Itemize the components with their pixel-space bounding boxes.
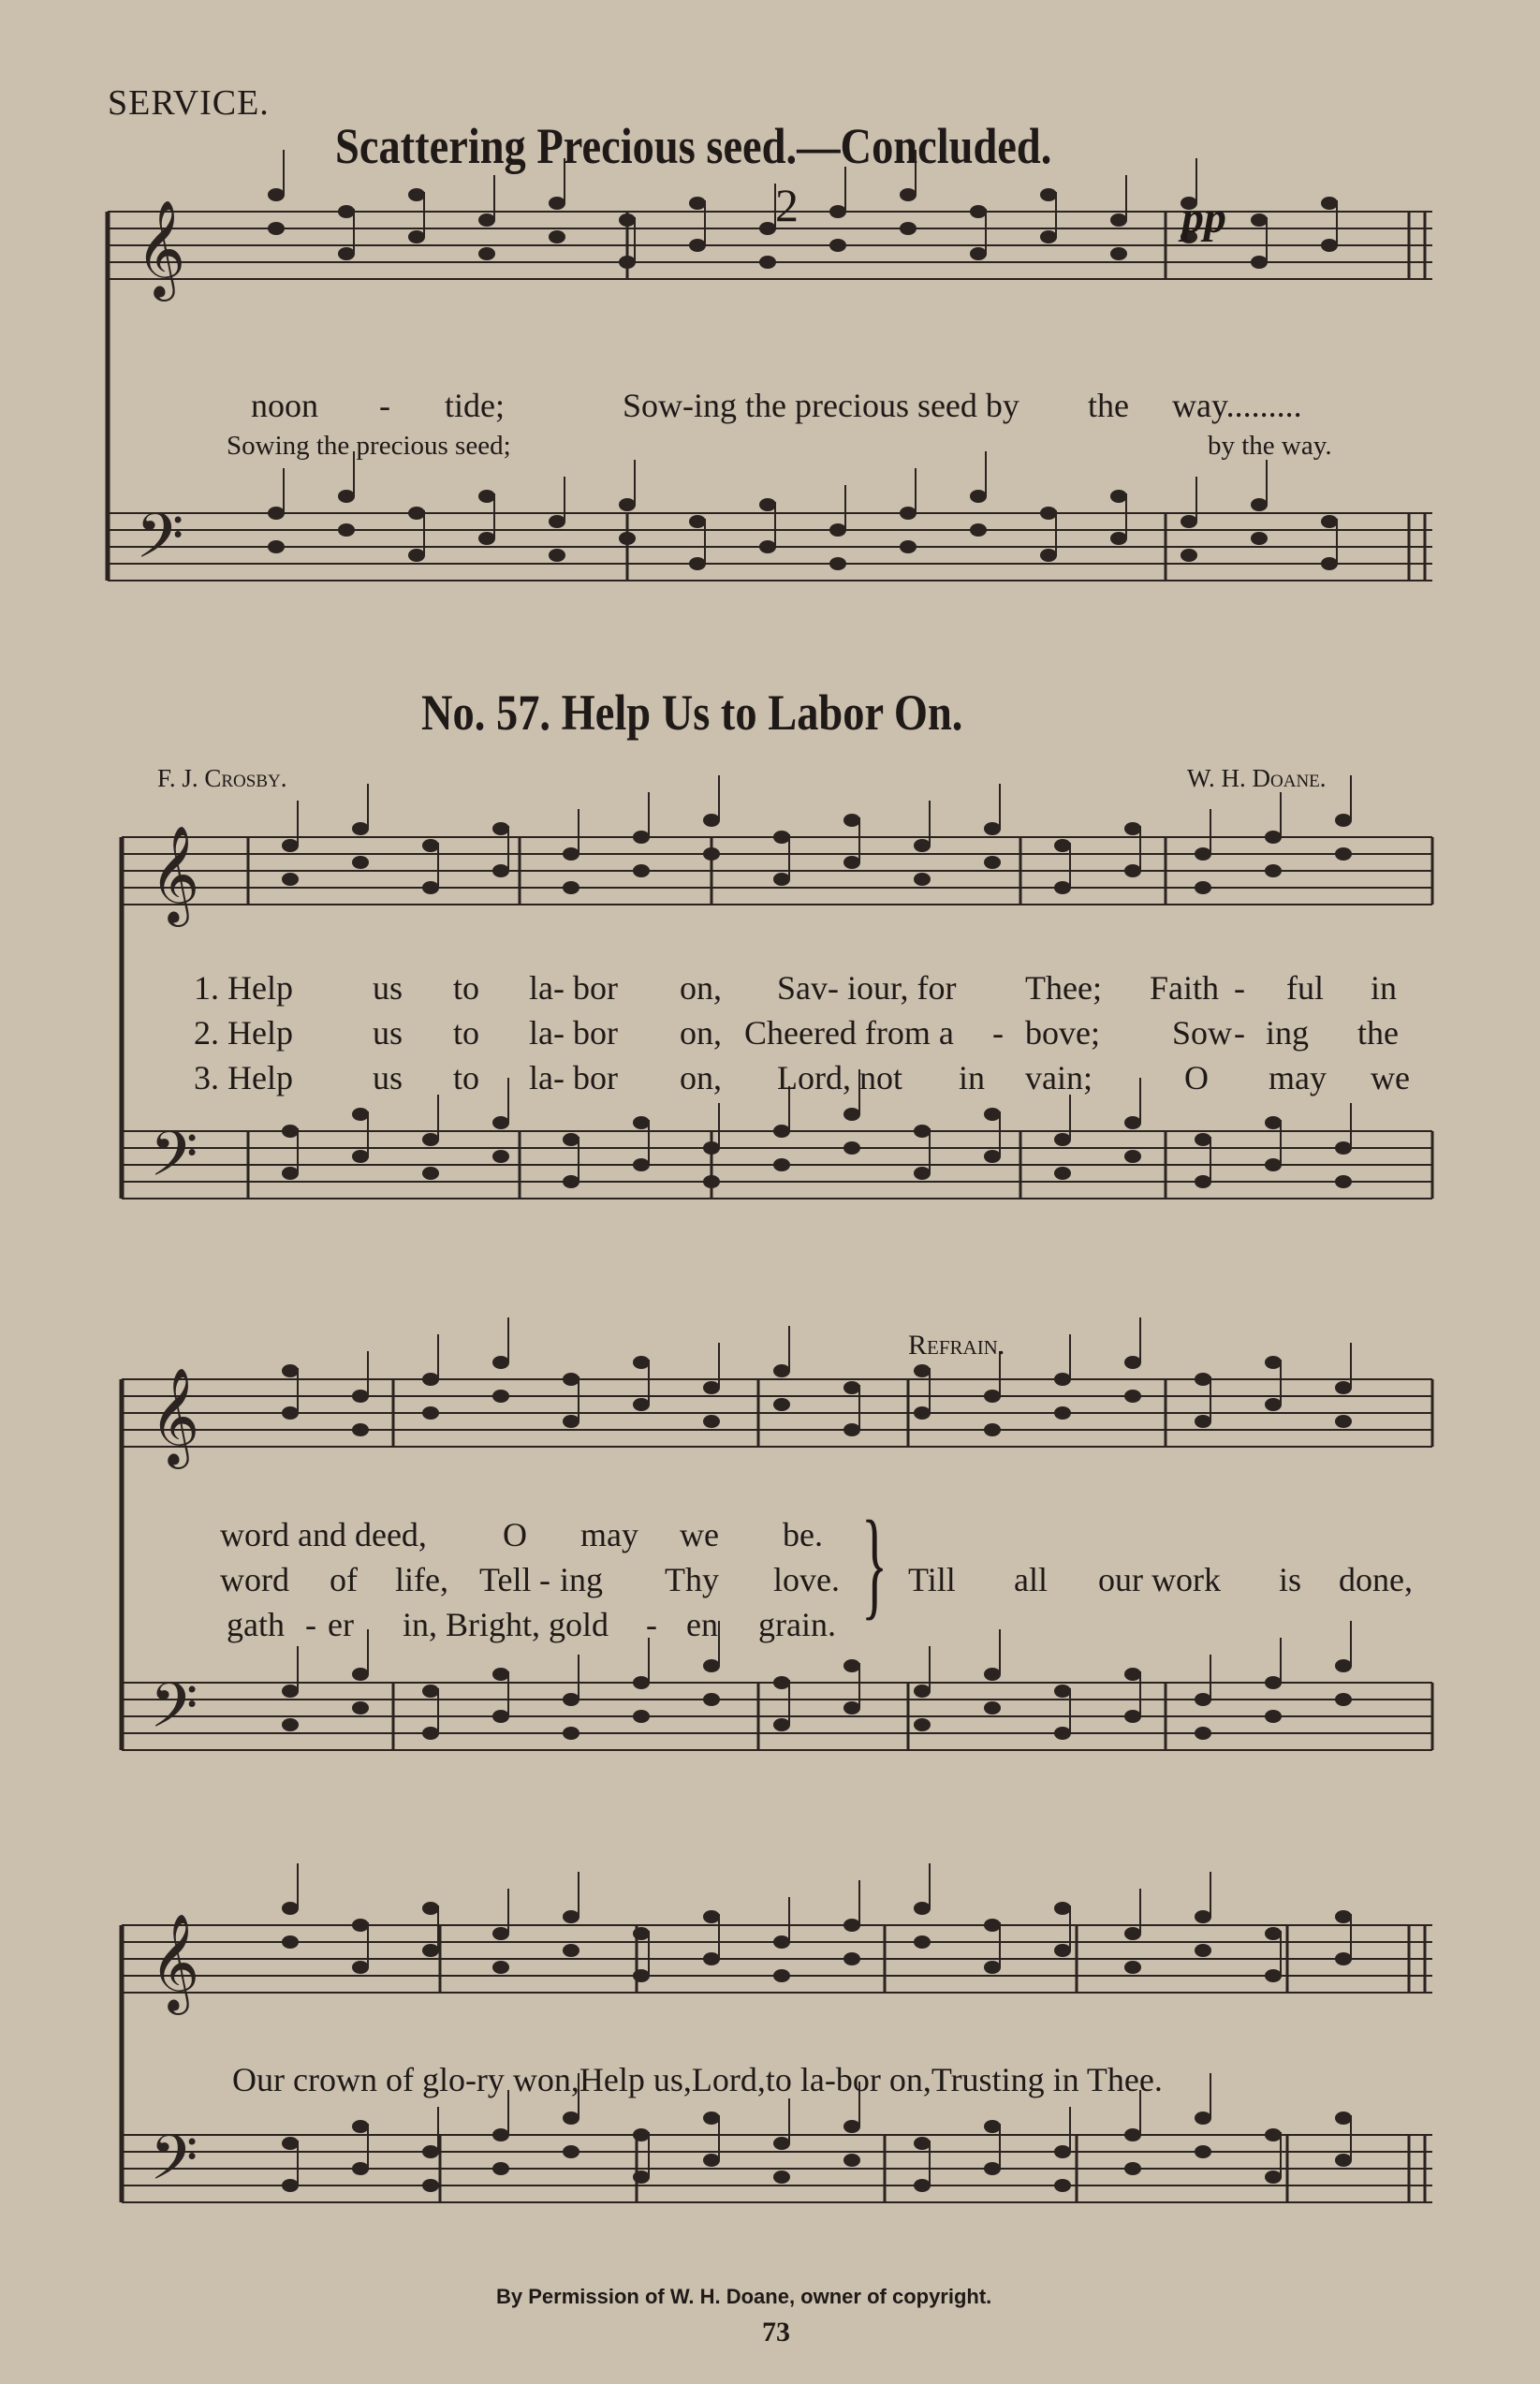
bass-notehead <box>352 2162 369 2175</box>
lyric: Sow-ing the precious seed by <box>623 387 1019 424</box>
treble-notehead <box>633 1969 650 1982</box>
treble-notehead <box>352 822 369 835</box>
bass-notehead <box>914 2137 931 2150</box>
bass-notehead <box>984 1150 1001 1163</box>
bass-notehead <box>703 1141 720 1155</box>
treble-clef-icon: 𝄞 <box>150 825 200 923</box>
treble-notehead <box>633 831 650 844</box>
treble-notehead <box>829 239 846 252</box>
words-credit: F. J. Crosby. <box>157 764 287 792</box>
music-credit: W. H. Doane. <box>1187 764 1327 792</box>
treble-notehead <box>1124 1961 1141 1974</box>
bass-notehead <box>829 557 846 570</box>
treble-notehead <box>282 873 299 886</box>
lyric: way......... <box>1172 387 1302 424</box>
treble-notehead <box>563 1944 579 1957</box>
bass-notehead <box>633 2171 650 2184</box>
bass-notehead <box>1265 2171 1282 2184</box>
bass-notehead <box>1124 1150 1141 1163</box>
treble-notehead <box>1321 239 1338 252</box>
bass-notehead <box>619 498 636 511</box>
bass-notehead <box>914 1125 931 1138</box>
bass-notehead <box>914 1718 931 1731</box>
bass-notehead <box>1321 557 1338 570</box>
bass-notehead <box>492 2162 509 2175</box>
bass-notehead <box>352 2120 369 2133</box>
treble-notehead <box>282 839 299 852</box>
bass-notehead <box>352 1150 369 1163</box>
bass-notehead <box>970 523 987 537</box>
bass-notehead <box>843 1141 860 1155</box>
bass-notehead <box>984 1701 1001 1714</box>
treble-notehead <box>829 205 846 218</box>
bass-notehead <box>563 1693 579 1706</box>
treble-notehead <box>1054 1944 1071 1957</box>
copyright-permission: By Permission of W. H. Doane, owner of copyright. <box>496 2285 992 2308</box>
treble-notehead <box>703 1415 720 1428</box>
treble-clef-icon: 𝄞 <box>136 199 186 298</box>
bass-clef-icon: 𝄢 <box>150 1118 198 1205</box>
treble-notehead <box>1265 1398 1282 1411</box>
treble-notehead <box>1110 247 1127 260</box>
bass-notehead <box>492 1710 509 1723</box>
bass-notehead <box>563 1175 579 1188</box>
bass-notehead <box>914 1685 931 1698</box>
treble-notehead <box>422 1902 439 1915</box>
bass-notehead <box>843 2120 860 2133</box>
bass-notehead <box>422 2145 439 2158</box>
treble-notehead <box>1195 1373 1211 1386</box>
bass-notehead <box>1054 2179 1071 2192</box>
bass-notehead <box>352 1668 369 1681</box>
bass-notehead <box>914 2179 931 2192</box>
treble-notehead <box>1124 864 1141 877</box>
treble-notehead <box>1124 1356 1141 1369</box>
refrain-lyric-line-2: Our crown of glo-ry won,Help us,Lord,to la-bor on,Trusting in Thee. <box>232 2061 1163 2098</box>
bass-notehead <box>843 1701 860 1714</box>
bass-notehead <box>422 1727 439 1740</box>
treble-notehead <box>563 1910 579 1923</box>
bass-notehead <box>1110 490 1127 503</box>
bass-notehead <box>549 549 565 562</box>
bass-notehead <box>422 1133 439 1146</box>
bass-notehead <box>478 532 495 545</box>
treble-notehead <box>633 864 650 877</box>
treble-notehead <box>352 1919 369 1932</box>
bass-notehead <box>282 2179 299 2192</box>
bass-notehead <box>703 2112 720 2125</box>
treble-notehead <box>492 822 509 835</box>
bass-notehead <box>773 2137 790 2150</box>
treble-notehead <box>1265 831 1282 844</box>
bass-notehead <box>1335 1659 1352 1672</box>
treble-clef-icon: 𝄞 <box>150 1367 200 1465</box>
bass-notehead <box>1195 1693 1211 1706</box>
treble-notehead <box>282 1935 299 1949</box>
treble-notehead <box>759 222 776 235</box>
bass-notehead <box>1335 2112 1352 2125</box>
treble-notehead <box>843 814 860 827</box>
bass-notehead <box>633 1676 650 1689</box>
running-head: SERVICE. <box>108 83 270 123</box>
bass-notehead <box>633 1158 650 1171</box>
treble-notehead <box>773 831 790 844</box>
bass-notehead <box>1251 498 1268 511</box>
treble-notehead <box>1054 1406 1071 1420</box>
treble-notehead <box>619 213 636 227</box>
bass-notehead <box>1195 1175 1211 1188</box>
treble-notehead <box>633 1398 650 1411</box>
treble-notehead <box>478 213 495 227</box>
treble-notehead <box>549 230 565 243</box>
bass-notehead <box>563 2112 579 2125</box>
treble-notehead <box>984 822 1001 835</box>
treble-notehead <box>1251 256 1268 269</box>
bass-notehead <box>1054 1685 1071 1698</box>
treble-notehead <box>619 256 636 269</box>
bass-notehead <box>1124 1710 1141 1723</box>
treble-notehead <box>1124 1927 1141 1940</box>
treble-notehead <box>282 1406 299 1420</box>
bass-notehead <box>984 2120 1001 2133</box>
treble-notehead <box>914 839 931 852</box>
bass-notehead <box>1265 1710 1282 1723</box>
bass-notehead <box>703 1693 720 1706</box>
bass-notehead <box>619 532 636 545</box>
bass-notehead <box>492 1668 509 1681</box>
treble-notehead <box>1054 1902 1071 1915</box>
treble-notehead <box>1335 1415 1352 1428</box>
treble-notehead <box>759 256 776 269</box>
bass-notehead <box>1124 2128 1141 2141</box>
bass-notehead <box>1265 1116 1282 1129</box>
treble-notehead <box>352 1390 369 1403</box>
bass-notehead <box>703 1659 720 1672</box>
treble-notehead <box>843 1919 860 1932</box>
treble-notehead <box>970 247 987 260</box>
bass-notehead <box>282 1685 299 1698</box>
treble-notehead <box>352 856 369 869</box>
treble-notehead <box>1321 197 1338 210</box>
bass-notehead <box>478 490 495 503</box>
bass-notehead <box>1181 515 1197 528</box>
bass-notehead <box>984 1108 1001 1121</box>
treble-notehead <box>1335 1381 1352 1394</box>
bass-notehead <box>1181 549 1197 562</box>
bass-notehead <box>1054 1727 1071 1740</box>
treble-notehead <box>914 1935 931 1949</box>
treble-notehead <box>633 1927 650 1940</box>
bass-notehead <box>1195 2112 1211 2125</box>
treble-notehead <box>268 222 285 235</box>
treble-notehead <box>984 1961 1001 1974</box>
treble-notehead <box>282 1902 299 1915</box>
treble-notehead <box>1251 213 1268 227</box>
bass-notehead <box>563 1727 579 1740</box>
bass-notehead <box>422 2179 439 2192</box>
hymnal-page: 𝄞 𝄢 𝄞 𝄢 𝄞 𝄢 𝄞 𝄢 SERVICE. Scattering Precious seed.—Concluded. 2 pp noon - tide; Sow-ing the precious seed by the way......... Sowing the precious seed; by the way. No. 57. Help Us to Labor On. F. J. Crosby. W. H. Doane. 1. Help us to la- bor on, Sav- iour, for Thee; Faith - ful in 2. Help us to la- bor on, Cheered from a - bove; Sow - ing the 3. Help us to la- bor on, Lord, not in vain; O may we word and deed, O may we be. word of life, Tell - ing Thy love. gath - er in, Bright, gold - en grain. } Refrain. Till all our work is done, Our crown of glo-ry won,Help us,Lord,to la-bor on,Trusting in Thee. By Permission of W. H. Doane, owner of copyright. 73 <box>0 0 1540 2384</box>
bass-notehead <box>633 2128 650 2141</box>
bass-notehead <box>1195 1133 1211 1146</box>
bass-notehead <box>829 523 846 537</box>
bass-notehead <box>1124 1668 1141 1681</box>
treble-notehead <box>1124 1390 1141 1403</box>
treble-clef-icon: 𝄞 <box>150 1913 200 2011</box>
bass-notehead <box>843 1659 860 1672</box>
treble-notehead <box>984 1390 1001 1403</box>
treble-notehead <box>563 1373 579 1386</box>
bass-notehead <box>1040 507 1057 520</box>
treble-notehead <box>1195 1415 1211 1428</box>
treble-notehead <box>563 847 579 861</box>
bass-notehead <box>1054 2145 1071 2158</box>
treble-notehead <box>984 1919 1001 1932</box>
bass-notehead <box>984 1668 1001 1681</box>
treble-notehead <box>478 247 495 260</box>
bass-notehead <box>563 1133 579 1146</box>
bass-notehead <box>1040 549 1057 562</box>
lyric: noon <box>251 387 318 424</box>
treble-notehead <box>1040 188 1057 201</box>
bass-notehead <box>843 1108 860 1121</box>
bass-notehead <box>492 2128 509 2141</box>
bass-notehead <box>773 1158 790 1171</box>
bass-notehead <box>1054 1167 1071 1180</box>
treble-notehead <box>703 814 720 827</box>
bass-notehead <box>268 507 285 520</box>
treble-notehead <box>1265 864 1282 877</box>
dynamic-marking: pp <box>1181 193 1226 243</box>
treble-notehead <box>773 1364 790 1377</box>
treble-notehead <box>773 1969 790 1982</box>
bass-notehead <box>689 515 706 528</box>
bass-notehead <box>492 1116 509 1129</box>
bass-clef-icon: 𝄢 <box>150 2122 198 2209</box>
treble-notehead <box>1110 213 1127 227</box>
bass-notehead <box>1265 2128 1282 2141</box>
bass-notehead <box>914 1167 931 1180</box>
treble-notehead <box>703 1910 720 1923</box>
treble-notehead <box>1054 839 1071 852</box>
bass-notehead <box>900 507 917 520</box>
treble-notehead <box>914 873 931 886</box>
treble-notehead <box>843 856 860 869</box>
treble-notehead <box>422 839 439 852</box>
treble-notehead <box>689 197 706 210</box>
bass-notehead <box>1195 2145 1211 2158</box>
bass-notehead <box>843 2154 860 2167</box>
lyric: Sowing the precious seed; <box>227 431 511 461</box>
bass-notehead <box>703 2154 720 2167</box>
bass-notehead <box>408 549 425 562</box>
verse-brace-icon: } <box>861 1496 888 1631</box>
treble-notehead <box>352 1423 369 1436</box>
bass-notehead <box>1265 1158 1282 1171</box>
bass-notehead <box>633 1710 650 1723</box>
treble-notehead <box>1265 1356 1282 1369</box>
bass-notehead <box>1335 2154 1352 2167</box>
treble-notehead <box>633 1356 650 1369</box>
bass-notehead <box>1321 515 1338 528</box>
treble-notehead <box>1195 1910 1211 1923</box>
treble-notehead <box>1335 1952 1352 1965</box>
treble-notehead <box>352 1961 369 1974</box>
treble-notehead <box>1124 822 1141 835</box>
bass-notehead <box>1265 1676 1282 1689</box>
treble-notehead <box>563 1415 579 1428</box>
treble-notehead <box>773 1398 790 1411</box>
treble-notehead <box>1265 1927 1282 1940</box>
treble-notehead <box>1040 230 1057 243</box>
ending-number: 2 <box>775 179 799 231</box>
treble-notehead <box>970 205 987 218</box>
treble-notehead <box>703 1952 720 1965</box>
treble-notehead <box>1335 847 1352 861</box>
treble-notehead <box>1195 1944 1211 1957</box>
treble-notehead <box>422 1406 439 1420</box>
treble-notehead <box>338 247 355 260</box>
bass-notehead <box>422 1685 439 1698</box>
hymn-title: No. 57. Help Us to Labor On. <box>421 684 963 741</box>
treble-notehead <box>492 1356 509 1369</box>
treble-notehead <box>843 1952 860 1965</box>
bass-notehead <box>282 2137 299 2150</box>
lyric: tide; <box>445 387 505 424</box>
treble-notehead <box>1335 814 1352 827</box>
treble-notehead <box>1054 1373 1071 1386</box>
lyric: - <box>379 387 390 424</box>
treble-notehead <box>338 205 355 218</box>
page-number: 73 <box>762 2317 790 2347</box>
bass-notehead <box>1124 1116 1141 1129</box>
treble-notehead <box>773 1935 790 1949</box>
bass-notehead <box>773 1718 790 1731</box>
treble-notehead <box>282 1364 299 1377</box>
treble-notehead <box>492 1961 509 1974</box>
treble-notehead <box>492 1390 509 1403</box>
bass-notehead <box>352 1108 369 1121</box>
treble-notehead <box>900 188 917 201</box>
bass-notehead <box>759 540 776 553</box>
bass-notehead <box>338 490 355 503</box>
treble-notehead <box>408 188 425 201</box>
bass-notehead <box>563 2145 579 2158</box>
treble-notehead <box>843 1381 860 1394</box>
bass-notehead <box>773 1676 790 1689</box>
bass-notehead <box>900 540 917 553</box>
bass-notehead <box>773 2171 790 2184</box>
treble-notehead <box>1265 1969 1282 1982</box>
bass-notehead <box>703 1175 720 1188</box>
bass-notehead <box>689 557 706 570</box>
treble-notehead <box>422 1373 439 1386</box>
bass-notehead <box>970 490 987 503</box>
lyric: the <box>1088 387 1129 424</box>
bass-clef-icon: 𝄢 <box>150 1670 198 1757</box>
treble-notehead <box>422 1944 439 1957</box>
treble-notehead <box>914 1364 931 1377</box>
treble-notehead <box>1054 881 1071 894</box>
bass-notehead <box>1054 1133 1071 1146</box>
treble-notehead <box>843 1423 860 1436</box>
treble-notehead <box>703 1381 720 1394</box>
bass-notehead <box>1335 1175 1352 1188</box>
treble-notehead <box>900 222 917 235</box>
bass-notehead <box>549 515 565 528</box>
bass-notehead <box>422 1167 439 1180</box>
bass-notehead <box>282 1718 299 1731</box>
bass-notehead <box>282 1167 299 1180</box>
continued-title: Scattering Precious seed.—Concluded. <box>335 118 1052 174</box>
treble-notehead <box>268 188 285 201</box>
treble-notehead <box>914 1902 931 1915</box>
treble-notehead <box>703 847 720 861</box>
bass-notehead <box>1195 1727 1211 1740</box>
bass-notehead <box>268 540 285 553</box>
bass-notehead <box>773 1125 790 1138</box>
bass-notehead <box>1335 1141 1352 1155</box>
bass-notehead <box>633 1116 650 1129</box>
treble-notehead <box>1195 847 1211 861</box>
treble-notehead <box>914 1406 931 1420</box>
bass-notehead <box>1251 532 1268 545</box>
bass-notehead <box>1110 532 1127 545</box>
treble-notehead <box>1335 1910 1352 1923</box>
treble-notehead <box>563 881 579 894</box>
treble-notehead <box>422 881 439 894</box>
bass-notehead <box>282 1125 299 1138</box>
treble-notehead <box>549 197 565 210</box>
bass-notehead <box>1335 1693 1352 1706</box>
bass-notehead <box>1124 2162 1141 2175</box>
treble-notehead <box>773 873 790 886</box>
treble-notehead <box>408 230 425 243</box>
refrain-label: Refrain. <box>908 1330 1005 1361</box>
treble-notehead <box>984 1423 1001 1436</box>
treble-notehead <box>1195 881 1211 894</box>
bass-notehead <box>338 523 355 537</box>
treble-notehead <box>492 1927 509 1940</box>
treble-notehead <box>984 856 1001 869</box>
bass-notehead <box>408 507 425 520</box>
bass-notehead <box>984 2162 1001 2175</box>
bass-notehead <box>352 1701 369 1714</box>
lyric: by the way. <box>1208 431 1332 461</box>
bass-notehead <box>759 498 776 511</box>
bass-clef-icon: 𝄢 <box>136 500 184 587</box>
bass-notehead <box>492 1150 509 1163</box>
treble-notehead <box>492 864 509 877</box>
treble-notehead <box>689 239 706 252</box>
